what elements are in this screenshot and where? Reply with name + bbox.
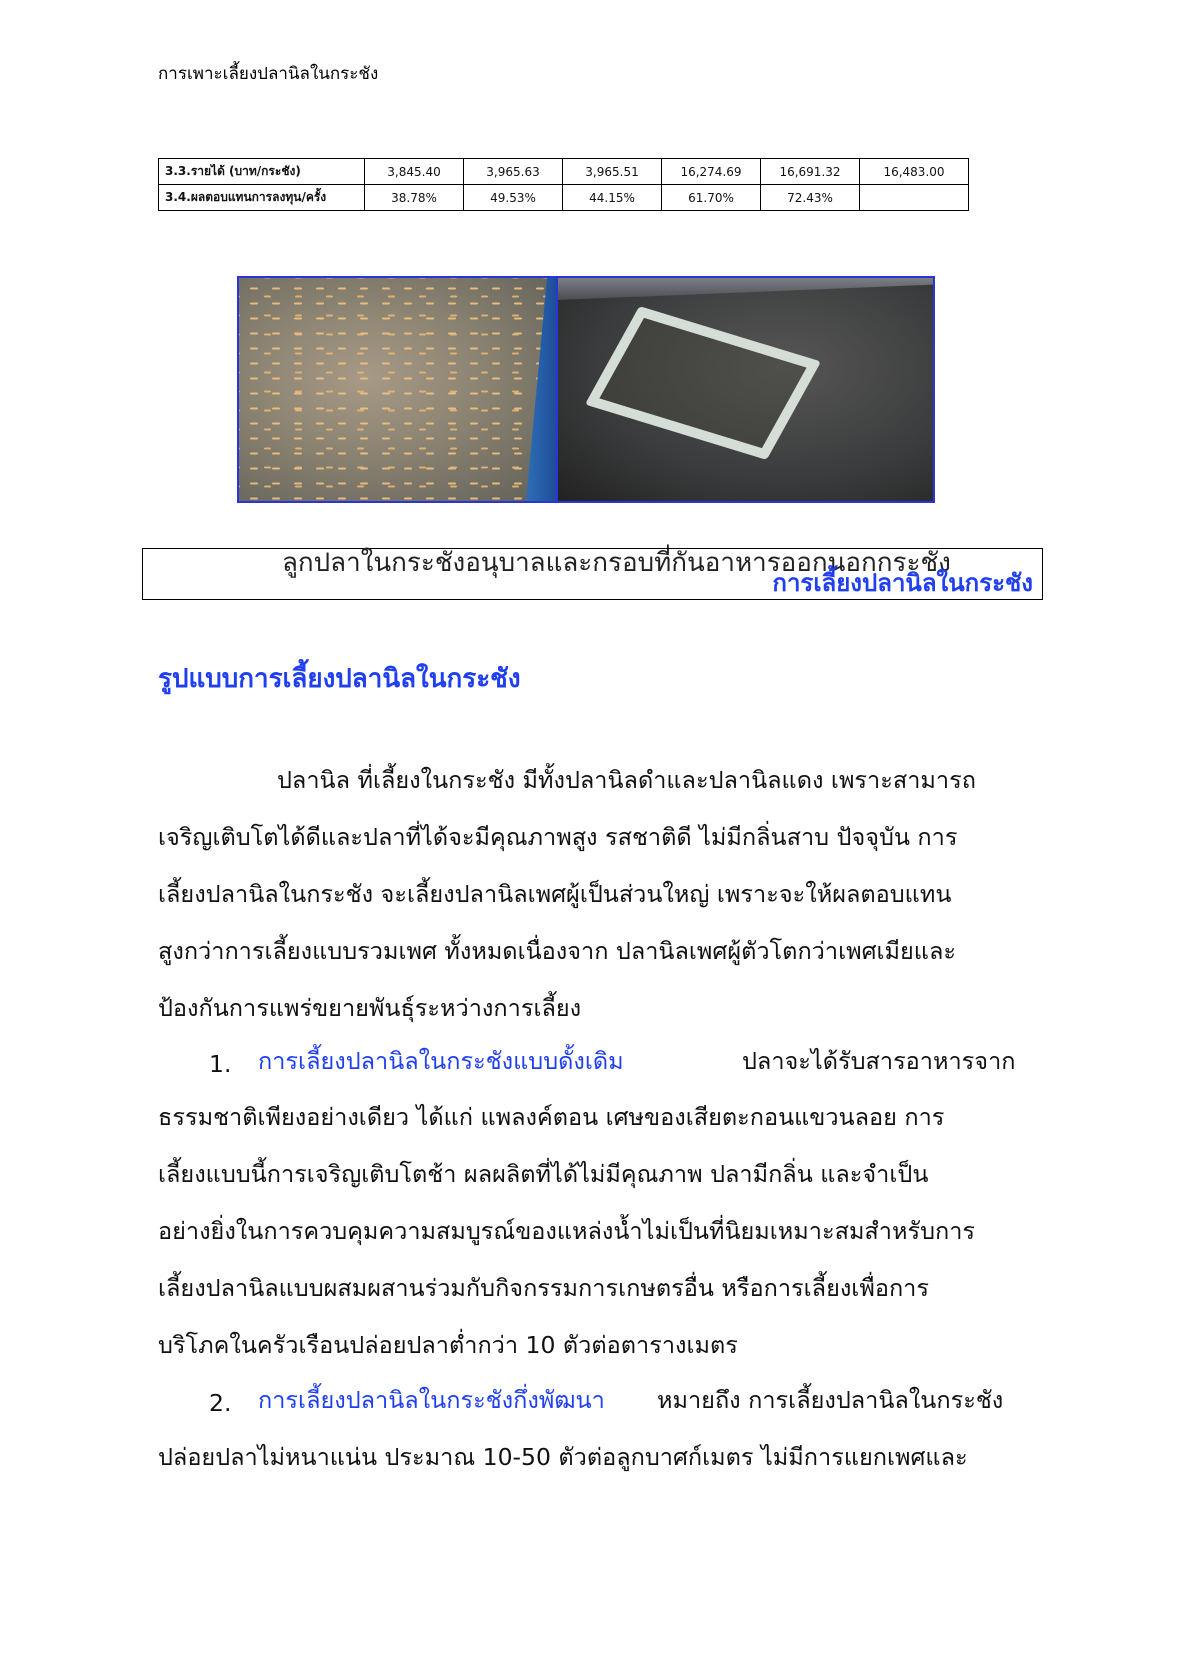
financial-table bbox=[158, 158, 969, 211]
running-header: การเพาะเลี้ยงปลานิลในกระชัง bbox=[158, 64, 379, 84]
overlay-title: การเลี้ยงปลานิลในกระชัง bbox=[772, 569, 1033, 597]
cage-rim bbox=[558, 278, 933, 300]
table-cell: 49.53% bbox=[464, 185, 563, 211]
table-cell: 16,274.69 bbox=[662, 159, 761, 185]
fish-fry-texture bbox=[239, 278, 556, 501]
table-cell: 61.70% bbox=[662, 185, 761, 211]
table-cell: 3,845.40 bbox=[365, 159, 464, 185]
paragraph-line: เลี้ยงปลานิลแบบผสมผสานร่วมกับกิจกรรมการเกษตรอื่น หรือการเลี้ยงเพื่อการ bbox=[158, 1274, 929, 1302]
paragraph-line: สูงกว่าการเลี้ยงแบบรวมเพศ ทั้งหมดเนื่องจาก ปลานิลเพศผู้ตัวโตกว่าเพศเมียและ bbox=[158, 937, 956, 965]
table-cell bbox=[860, 185, 969, 211]
paragraph-line: เจริญเติบโตได้ดีและปลาที่ได้จะมีคุณภาพสูง รสชาติดี ไม่มีกลิ่นสาบ ปัจจุบัน การ bbox=[158, 823, 958, 851]
table-cell: 16,483.00 bbox=[860, 159, 969, 185]
paragraph-line: ปล่อยปลาไม่หนาแน่น ประมาณ 10-50 ตัวต่อลูกบาศก์เมตร ไม่มีการแยกเพศและ bbox=[158, 1443, 968, 1471]
paragraph-line: บริโภคในครัวเรือนปล่อยปลาต่ำกว่า 10 ตัวต่อตารางเมตร bbox=[158, 1331, 738, 1359]
table-row bbox=[159, 185, 969, 211]
paragraph-line: ปลานิล ที่เลี้ยงในกระชัง มีทั้งปลานิลดำและปลานิลแดง เพราะสามารถ bbox=[277, 766, 976, 794]
paragraph-line: ธรรมชาติเพียงอย่างเดียว ได้แก่ แพลงค์ตอน เศษของเสียตะกอนแขวนลอย การ bbox=[158, 1103, 945, 1131]
table-row bbox=[159, 159, 969, 185]
table-cell: 3,965.51 bbox=[563, 159, 662, 185]
table-cell: 3,965.63 bbox=[464, 159, 563, 185]
row-label: 3.3.รายได้ (บาท/กระชัง) bbox=[159, 159, 365, 185]
list-number: 2. bbox=[209, 1389, 232, 1417]
paragraph-line: เลี้ยงปลานิลในกระชัง จะเลี้ยงปลานิลเพศผู้เป็นส่วนใหญ่ เพราะจะให้ผลตอบแทน bbox=[158, 880, 952, 908]
figure-caption: ลูกปลาในกระชังอนุบาลและกรอบที่กันอาหารออกนอกกระชัง bbox=[282, 548, 951, 578]
list-item-lead: ปลาจะได้รับสารอาหารจาก bbox=[742, 1047, 1016, 1075]
list-number: 1. bbox=[209, 1050, 232, 1078]
table-cell: 44.15% bbox=[563, 185, 662, 211]
table-cell: 38.78% bbox=[365, 185, 464, 211]
paragraph-line: อย่างยิ่งในการควบคุมความสมบูรณ์ของแหล่งน้ำไม่เป็นที่นิยมเหมาะสมสำหรับการ bbox=[158, 1217, 976, 1245]
table-cell: 72.43% bbox=[761, 185, 860, 211]
list-item-title: การเลี้ยงปลานิลในกระชังกึ่งพัฒนา bbox=[258, 1386, 605, 1414]
section-heading: รูปแบบการเลี้ยงปลานิลในกระชัง bbox=[158, 664, 521, 694]
list-item-lead: หมายถึง การเลี้ยงปลานิลในกระชัง bbox=[657, 1386, 1004, 1414]
nursery-cage-photo bbox=[239, 278, 558, 501]
feeding-frame-photo bbox=[558, 278, 933, 501]
paragraph-line: ป้องกันการแพร่ขยายพันธุ์ระหว่างการเลี้ยง bbox=[158, 994, 582, 1022]
paragraph-line: เลี้ยงแบบนี้การเจริญเติบโตช้า ผลผลิตที่ได้ไม่มีคุณภาพ ปลามีกลิ่น และจำเป็น bbox=[158, 1160, 929, 1188]
row-label: 3.4.ผลตอบแทนการลงทุน/ครั้ง bbox=[159, 185, 365, 211]
list-item-title: การเลี้ยงปลานิลในกระชังแบบดั้งเดิม bbox=[258, 1047, 624, 1075]
pvc-feeding-frame bbox=[585, 306, 821, 460]
table-cell: 16,691.32 bbox=[761, 159, 860, 185]
photo-panel bbox=[237, 276, 935, 503]
